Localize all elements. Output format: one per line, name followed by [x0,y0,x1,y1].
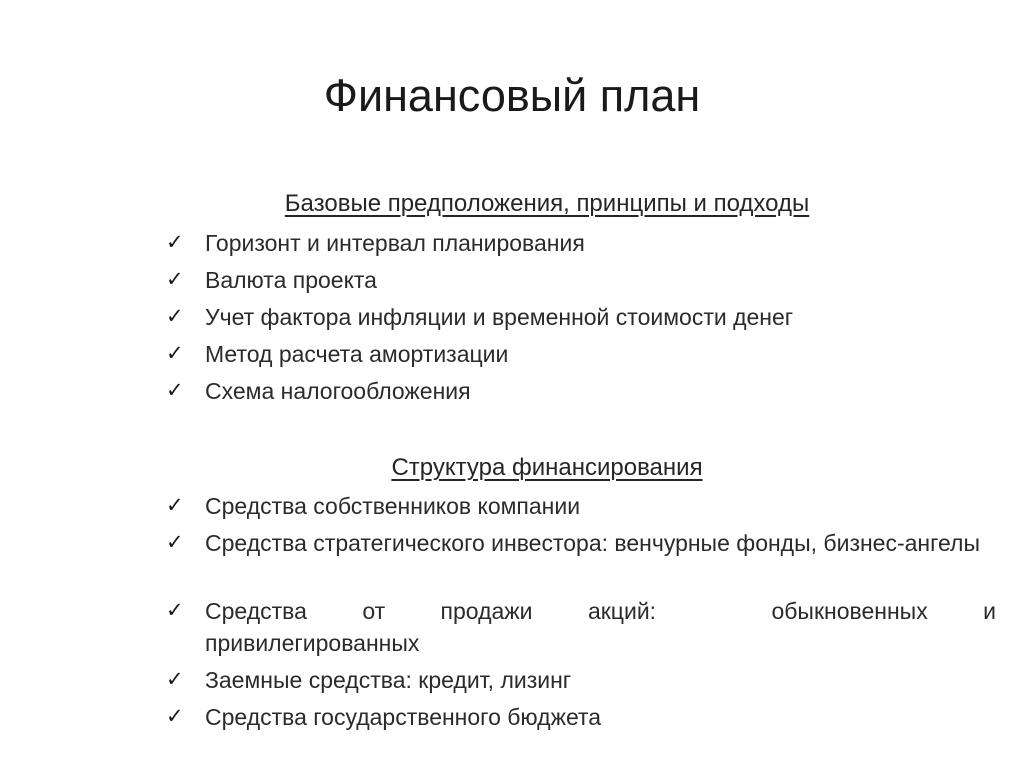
list-item [166,490,996,527]
checkmark-icon: ✓ [166,705,184,728]
list-item [166,701,996,738]
section-heading-assumptions: Базовые предположения, принципы и подходы [284,190,810,217]
list-item-text: Горизонт и интервал планирования [205,230,585,256]
list-item-text: Метод расчета амортизации [205,341,509,367]
financing-list [166,490,996,738]
checkmark-icon: ✓ [166,599,184,622]
checkmark-icon: ✓ [166,668,184,691]
list-item-text: Учет фактора инфляции и временной стоимости денег [205,304,794,330]
word: Средства [205,598,307,624]
word: акций: [587,598,657,624]
checkmark-icon: ✓ [166,342,184,365]
list-item-text: Средства государственного бюджета [205,704,602,730]
section-heading-financing: Структура финансирования [391,454,703,481]
list-item [166,375,996,412]
list-item-text-line [205,595,996,627]
slide-title: Финансовый план [323,70,701,121]
list-item [166,338,996,375]
checkmark-icon: ✓ [166,379,184,402]
word: от [362,598,386,624]
word: продажи [440,598,533,624]
word: и [983,598,996,624]
checkmark-icon: ✓ [166,231,184,254]
list-item [166,301,996,338]
list-item [166,527,996,595]
list-item [166,227,996,264]
word: обыкновенных [771,598,928,624]
list-item-text-line: привилегированных [205,630,420,656]
checkmark-icon: ✓ [166,531,184,554]
assumptions-list [166,227,996,412]
list-item-text: Схема налогообложения [205,378,471,404]
list-item [166,595,996,664]
list-item [166,664,996,701]
list-item-text: Валюта проекта [205,267,377,293]
list-item-text: Средства собственников компании [205,493,581,519]
list-item-text: Заемные средства: кредит, лизинг [205,667,572,693]
checkmark-icon: ✓ [166,268,184,291]
list-item [166,264,996,301]
list-item-text: Средства стратегического инвестора: венчурные фонды, бизнес-ангелы [205,530,980,556]
checkmark-icon: ✓ [166,494,184,517]
checkmark-icon: ✓ [166,305,184,328]
